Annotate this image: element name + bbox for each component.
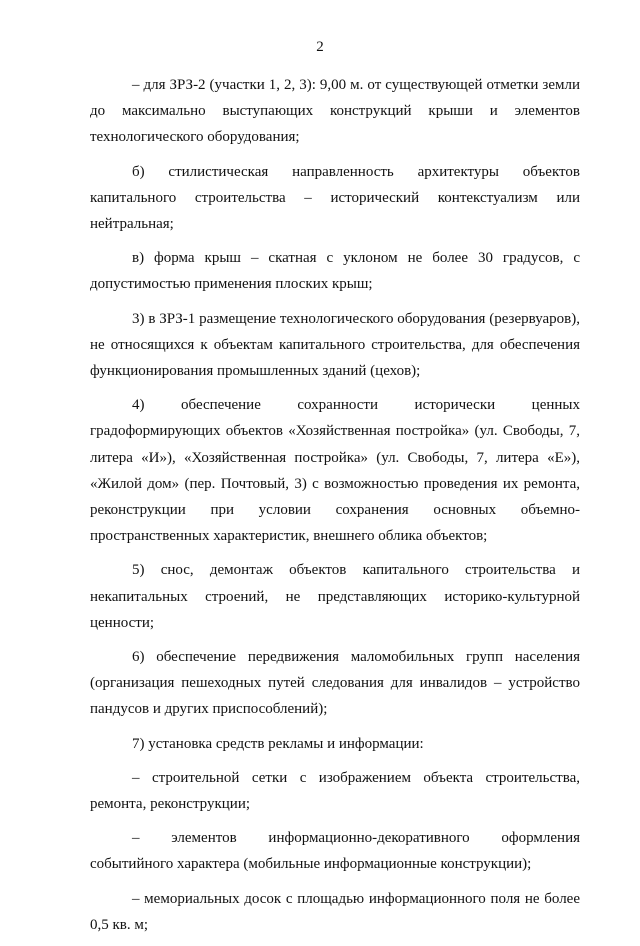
paragraph-zrz2-height: – для ЗРЗ-2 (участки 1, 2, 3): 9,00 м. от существующей отметки земли до максимально выступающих конструкций крыши и элементов технологического оборудования;	[90, 77, 580, 146]
paragraph-advertising: 7) установка средств рекламы и информации:	[132, 735, 424, 752]
page-number: 2	[316, 39, 324, 55]
paragraph-roof-form: в) форма крыш – скатная с уклоном не более 30 градусов, с допустимостью применения плоских крыш;	[90, 250, 580, 293]
document-body	[90, 72, 580, 946]
paragraph-historic-objects: 4) обеспечение сохранности исторически ценных градоформирующих объектов «Хозяйственная постройка» (ул. Свободы, 7, литера «И»), «Хозяйственная постройка» (ул. Свободы, 7, литера «Е»), «Жилой дом» (пер. Почтовый, 3) с возможностью проведения их ремонта, реконструкции при условии сохранения основных объемно-пространственных характеристик, внешнего облика объектов;	[90, 397, 580, 545]
paragraph-demolition: 5) снос, демонтаж объектов капитального строительства и некапитальных строений, не представляющих историко-культурной ценности;	[90, 562, 580, 631]
paragraph-equipment-placement: 3) в ЗРЗ-1 размещение технологического оборудования (резервуаров), не относящихся к объектам капитального строительства, для обеспечения функционирования промышленных зданий (цехов);	[90, 310, 580, 380]
paragraph-memorial-plaques: – мемориальных досок с площадью информационного поля не более 0,5 кв. м;	[90, 890, 580, 933]
paragraph-architecture-style: б) стилистическая направленность архитектуры объектов капитального строительства – исторический контекстуализм или нейтральная;	[90, 163, 580, 233]
paragraph-construction-mesh: – строительной сетки с изображением объекта строительства, ремонта, реконструкции;	[90, 769, 580, 813]
paragraph-accessibility: 6) обеспечение передвижения маломобильных групп населения (организация пешеходных путей следования для инвалидов – устройство пандусов и других приспособлений);	[90, 649, 580, 718]
paragraph-event-decor: – элементов информационно-декоративного оформления событийного характера (мобильные информационные конструкции);	[90, 830, 580, 873]
